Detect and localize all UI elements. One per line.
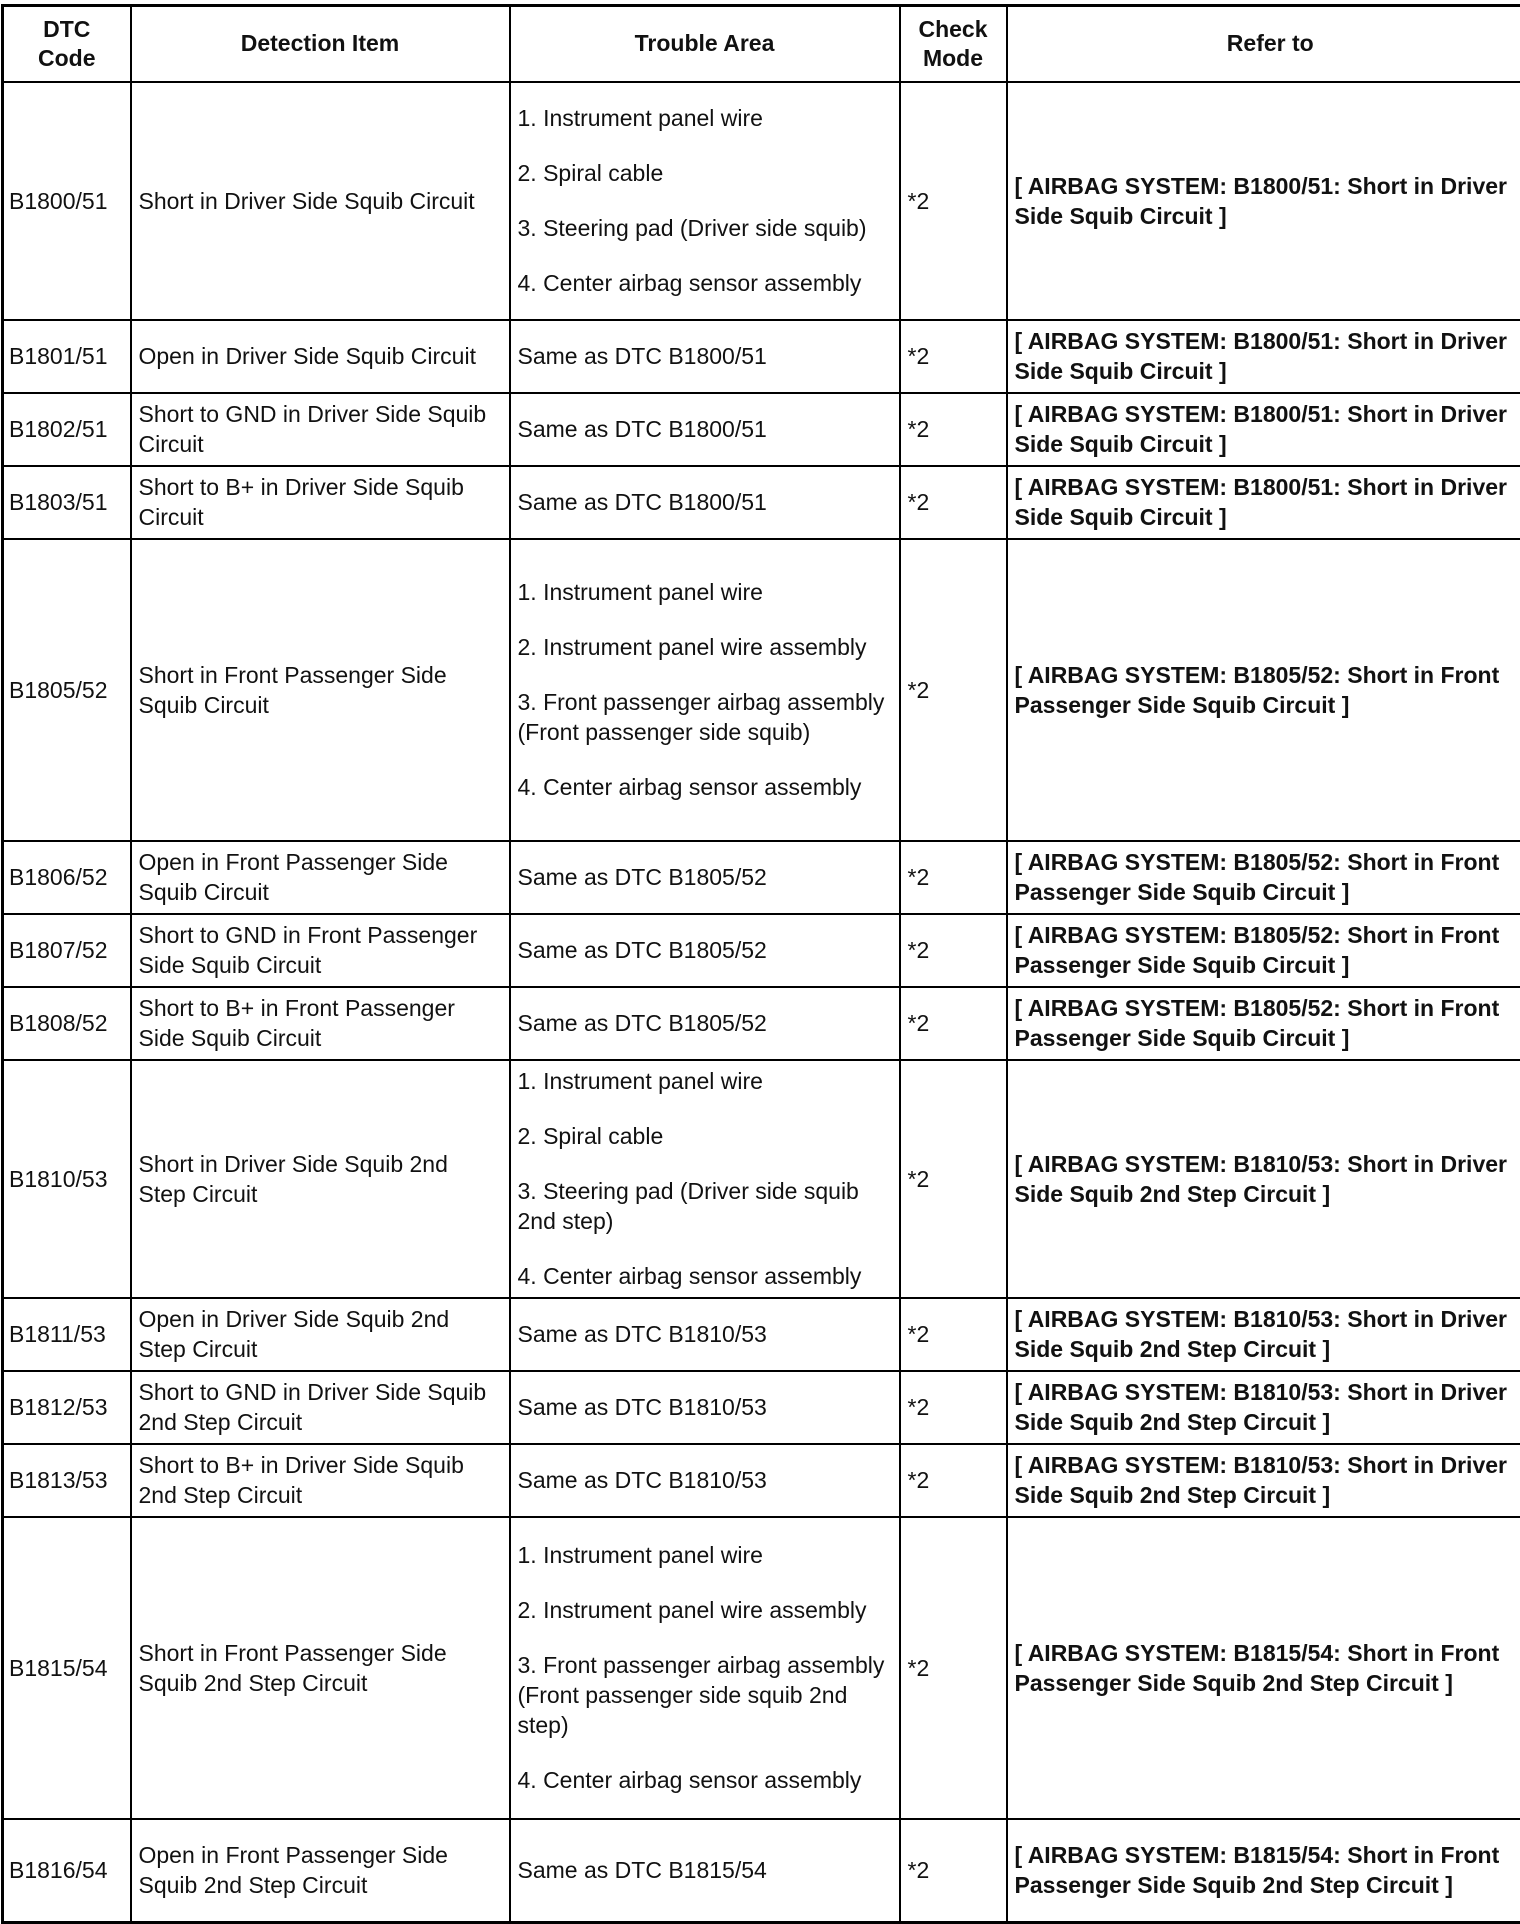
trouble-area-cell xyxy=(510,1371,900,1444)
check-mode-cell: *2 xyxy=(900,1298,1007,1371)
header-trouble-area: Trouble Area xyxy=(510,6,900,82)
dtc-code-cell: B1807/52 xyxy=(3,914,131,987)
check-mode-cell: *2 xyxy=(900,1060,1007,1298)
detection-item-cell: Short to GND in Front Passenger Side Squib Circuit xyxy=(131,914,510,987)
refer-to-link[interactable]: [ AIRBAG SYSTEM: B1810/53: Short in Driver Side Squib 2nd Step Circuit ] xyxy=(1007,1298,1520,1371)
trouble-area-item: 3. Front passenger airbag assembly (Front passenger side squib 2nd step) xyxy=(518,1650,892,1740)
refer-to-link[interactable]: [ AIRBAG SYSTEM: B1805/52: Short in Front Passenger Side Squib Circuit ] xyxy=(1007,987,1520,1060)
refer-to-link[interactable]: [ AIRBAG SYSTEM: B1800/51: Short in Driver Side Squib Circuit ] xyxy=(1007,320,1520,393)
refer-to-link[interactable]: [ AIRBAG SYSTEM: B1805/52: Short in Front Passenger Side Squib Circuit ] xyxy=(1007,841,1520,914)
trouble-area-item: 1. Instrument panel wire xyxy=(518,1540,892,1570)
dtc-code-cell: B1810/53 xyxy=(3,1060,131,1298)
dtc-code-cell: B1806/52 xyxy=(3,841,131,914)
table-row xyxy=(3,82,1520,320)
dtc-code-cell: B1805/52 xyxy=(3,539,131,841)
trouble-area-item: Same as DTC B1800/51 xyxy=(518,414,892,444)
detection-item-cell: Short to GND in Driver Side Squib 2nd Step Circuit xyxy=(131,1371,510,1444)
dtc-table-container xyxy=(1,4,1520,1924)
detection-item-cell: Short to GND in Driver Side Squib Circuit xyxy=(131,393,510,466)
trouble-area-item: Same as DTC B1815/54 xyxy=(518,1855,892,1885)
dtc-code-cell: B1801/51 xyxy=(3,320,131,393)
trouble-area-cell xyxy=(510,1060,900,1298)
dtc-code-cell: B1813/53 xyxy=(3,1444,131,1517)
refer-to-link[interactable]: [ AIRBAG SYSTEM: B1815/54: Short in Front Passenger Side Squib 2nd Step Circuit ] xyxy=(1007,1517,1520,1819)
check-mode-cell: *2 xyxy=(900,1819,1007,1923)
trouble-area-cell xyxy=(510,1819,900,1923)
check-mode-cell: *2 xyxy=(900,914,1007,987)
refer-to-link[interactable]: [ AIRBAG SYSTEM: B1805/52: Short in Front Passenger Side Squib Circuit ] xyxy=(1007,539,1520,841)
trouble-area-item: 4. Center airbag sensor assembly xyxy=(518,268,892,298)
table-row xyxy=(3,1371,1520,1444)
table-row xyxy=(3,1819,1520,1923)
table-row xyxy=(3,987,1520,1060)
trouble-area-cell xyxy=(510,1444,900,1517)
trouble-area-cell xyxy=(510,320,900,393)
trouble-area-item: Same as DTC B1810/53 xyxy=(518,1392,892,1422)
check-mode-cell: *2 xyxy=(900,320,1007,393)
header-dtc-code-line1: DTC Code xyxy=(38,16,96,71)
table-row xyxy=(3,1517,1520,1819)
table-row xyxy=(3,1060,1520,1298)
detection-item-cell: Short in Driver Side Squib Circuit xyxy=(131,82,510,320)
refer-to-link[interactable]: [ AIRBAG SYSTEM: B1805/52: Short in Front Passenger Side Squib Circuit ] xyxy=(1007,914,1520,987)
table-row xyxy=(3,320,1520,393)
refer-to-link[interactable]: [ AIRBAG SYSTEM: B1810/53: Short in Driver Side Squib 2nd Step Circuit ] xyxy=(1007,1444,1520,1517)
detection-item-cell: Short to B+ in Front Passenger Side Squib Circuit xyxy=(131,987,510,1060)
table-row xyxy=(3,393,1520,466)
refer-to-link[interactable]: [ AIRBAG SYSTEM: B1800/51: Short in Driver Side Squib Circuit ] xyxy=(1007,82,1520,320)
detection-item-cell: Open in Driver Side Squib Circuit xyxy=(131,320,510,393)
detection-item-cell: Short in Driver Side Squib 2nd Step Circuit xyxy=(131,1060,510,1298)
check-mode-cell: *2 xyxy=(900,539,1007,841)
trouble-area-item: 2. Spiral cable xyxy=(518,158,892,188)
dtc-code-cell: B1811/53 xyxy=(3,1298,131,1371)
trouble-area-item: Same as DTC B1805/52 xyxy=(518,1008,892,1038)
trouble-area-item: Same as DTC B1800/51 xyxy=(518,341,892,371)
table-row xyxy=(3,1298,1520,1371)
check-mode-cell: *2 xyxy=(900,82,1007,320)
detection-item-cell: Short in Front Passenger Side Squib Circuit xyxy=(131,539,510,841)
dtc-code-cell: B1812/53 xyxy=(3,1371,131,1444)
trouble-area-item: 3. Front passenger airbag assembly (Front passenger side squib) xyxy=(518,687,892,747)
trouble-area-item: 1. Instrument panel wire xyxy=(518,103,892,133)
table-row xyxy=(3,1444,1520,1517)
trouble-area-item: 4. Center airbag sensor assembly xyxy=(518,772,892,802)
trouble-area-cell xyxy=(510,841,900,914)
trouble-area-cell xyxy=(510,1298,900,1371)
table-row xyxy=(3,914,1520,987)
check-mode-cell: *2 xyxy=(900,1444,1007,1517)
header-check-mode xyxy=(900,6,1007,82)
table-row xyxy=(3,539,1520,841)
table-body xyxy=(3,82,1520,1923)
trouble-area-cell xyxy=(510,914,900,987)
dtc-code-cell: B1802/51 xyxy=(3,393,131,466)
table-header-row xyxy=(3,6,1520,82)
detection-item-cell: Open in Front Passenger Side Squib 2nd Step Circuit xyxy=(131,1819,510,1923)
trouble-area-item: 2. Instrument panel wire assembly xyxy=(518,1595,892,1625)
check-mode-cell: *2 xyxy=(900,987,1007,1060)
dtc-code-cell: B1815/54 xyxy=(3,1517,131,1819)
trouble-area-item: 4. Center airbag sensor assembly xyxy=(518,1261,892,1291)
header-check-mode-text: Check Mode xyxy=(918,16,987,71)
detection-item-cell: Short in Front Passenger Side Squib 2nd Step Circuit xyxy=(131,1517,510,1819)
detection-item-cell: Open in Driver Side Squib 2nd Step Circuit xyxy=(131,1298,510,1371)
trouble-area-item: 2. Instrument panel wire assembly xyxy=(518,632,892,662)
refer-to-link[interactable]: [ AIRBAG SYSTEM: B1800/51: Short in Driver Side Squib Circuit ] xyxy=(1007,466,1520,539)
refer-to-link[interactable]: [ AIRBAG SYSTEM: B1815/54: Short in Front Passenger Side Squib 2nd Step Circuit ] xyxy=(1007,1819,1520,1923)
refer-to-link[interactable]: [ AIRBAG SYSTEM: B1810/53: Short in Driver Side Squib 2nd Step Circuit ] xyxy=(1007,1371,1520,1444)
detection-item-cell: Open in Front Passenger Side Squib Circuit xyxy=(131,841,510,914)
trouble-area-cell xyxy=(510,987,900,1060)
header-detection-item: Detection Item xyxy=(131,6,510,82)
refer-to-link[interactable]: [ AIRBAG SYSTEM: B1800/51: Short in Driver Side Squib Circuit ] xyxy=(1007,393,1520,466)
trouble-area-cell xyxy=(510,393,900,466)
check-mode-cell: *2 xyxy=(900,393,1007,466)
trouble-area-item: 2. Spiral cable xyxy=(518,1121,892,1151)
detection-item-cell: Short to B+ in Driver Side Squib 2nd Step Circuit xyxy=(131,1444,510,1517)
table-row xyxy=(3,466,1520,539)
dtc-code-cell: B1816/54 xyxy=(3,1819,131,1923)
dtc-code-cell: B1808/52 xyxy=(3,987,131,1060)
trouble-area-item: Same as DTC B1810/53 xyxy=(518,1465,892,1495)
header-dtc-code xyxy=(3,6,131,82)
check-mode-cell: *2 xyxy=(900,1517,1007,1819)
trouble-area-item: Same as DTC B1805/52 xyxy=(518,935,892,965)
dtc-code-cell: B1800/51 xyxy=(3,82,131,320)
header-refer-to: Refer to xyxy=(1007,6,1520,82)
refer-to-link[interactable]: [ AIRBAG SYSTEM: B1810/53: Short in Driver Side Squib 2nd Step Circuit ] xyxy=(1007,1060,1520,1298)
table-row xyxy=(3,841,1520,914)
trouble-area-item: 3. Steering pad (Driver side squib 2nd step) xyxy=(518,1176,892,1236)
trouble-area-item: 1. Instrument panel wire xyxy=(518,577,892,607)
check-mode-cell: *2 xyxy=(900,1371,1007,1444)
check-mode-cell: *2 xyxy=(900,466,1007,539)
check-mode-cell: *2 xyxy=(900,841,1007,914)
dtc-table xyxy=(1,4,1520,1924)
trouble-area-item: Same as DTC B1810/53 xyxy=(518,1319,892,1349)
trouble-area-item: 4. Center airbag sensor assembly xyxy=(518,1765,892,1795)
detection-item-cell: Short to B+ in Driver Side Squib Circuit xyxy=(131,466,510,539)
trouble-area-cell xyxy=(510,82,900,320)
trouble-area-item: 3. Steering pad (Driver side squib) xyxy=(518,213,892,243)
trouble-area-item: Same as DTC B1805/52 xyxy=(518,862,892,892)
trouble-area-cell xyxy=(510,466,900,539)
trouble-area-cell xyxy=(510,1517,900,1819)
trouble-area-item: 1. Instrument panel wire xyxy=(518,1066,892,1096)
trouble-area-item: Same as DTC B1800/51 xyxy=(518,487,892,517)
dtc-code-cell: B1803/51 xyxy=(3,466,131,539)
trouble-area-cell xyxy=(510,539,900,841)
